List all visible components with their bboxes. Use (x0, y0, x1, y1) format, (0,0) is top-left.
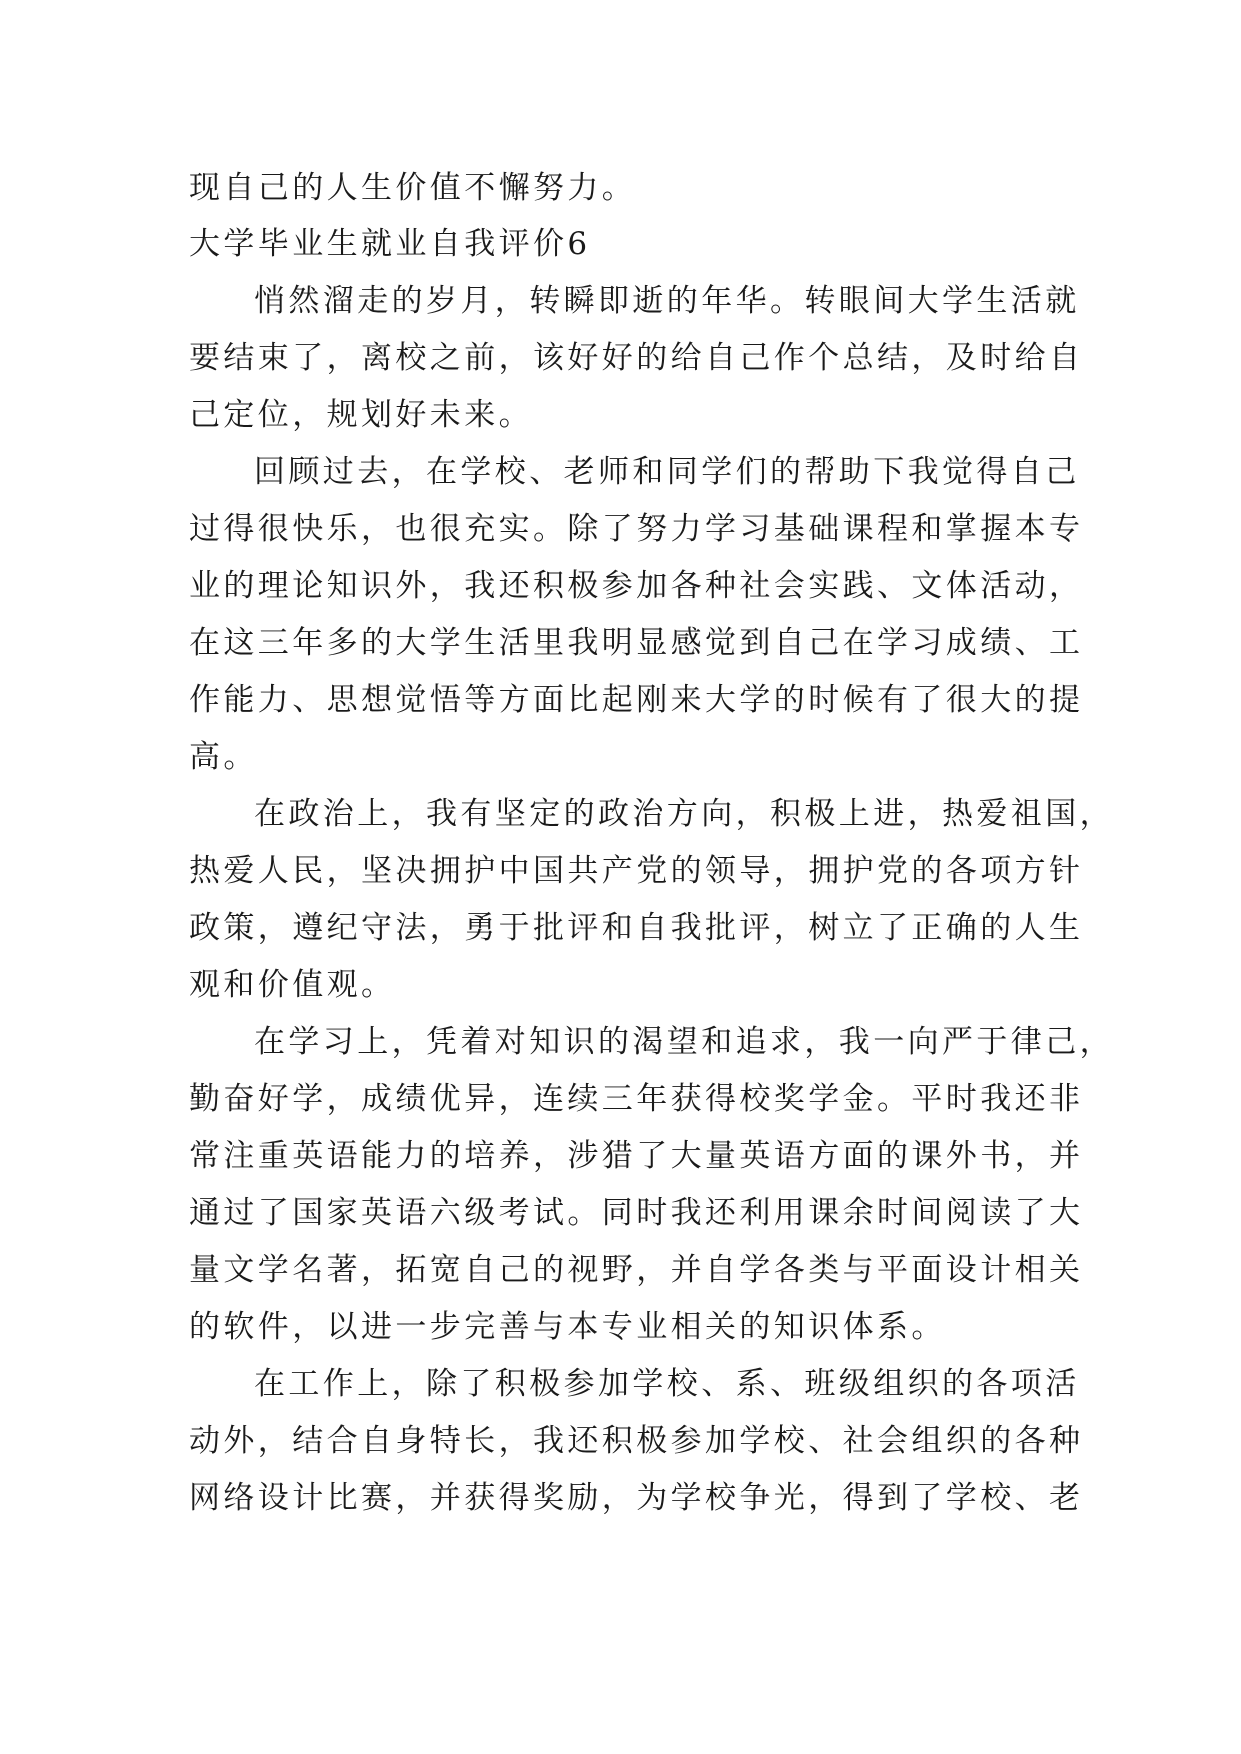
paragraph-first-line: 在学习上，凭着对知识的渴望和追求，我一向严于律己， (254, 1024, 1114, 1060)
text-line: 量文学名著，拓宽自己的视野，并自学各类与平面设计相关 (189, 1252, 1084, 1288)
text-line: 高。 (189, 739, 258, 775)
section-heading: 大学毕业生就业自我评价6 (189, 226, 591, 262)
text-line: 动外，结合自身特长，我还积极参加学校、社会组织的各种 (189, 1423, 1084, 1459)
text-line: 业的理论知识外，我还积极参加各种社会实践、文体活动， (189, 568, 1084, 604)
text-line: 勤奋好学，成绩优异，连续三年获得校奖学金。平时我还非 (189, 1081, 1084, 1117)
text-line: 的软件，以进一步完善与本专业相关的知识体系。 (189, 1309, 946, 1345)
text-line: 在这三年多的大学生活里我明显感觉到自己在学习成绩、工 (189, 625, 1084, 661)
text-line: 作能力、思想觉悟等方面比起刚来大学的时候有了很大的提 (189, 682, 1084, 718)
text-line: 要结束了，离校之前，该好好的给自己作个总结，及时给自 (189, 340, 1084, 376)
paragraph-first-line: 回顾过去，在学校、老师和同学们的帮助下我觉得自己 (254, 454, 1080, 490)
text-line: 现自己的人生价值不懈努力。 (189, 170, 637, 206)
text-line: 过得很快乐，也很充实。除了努力学习基础课程和掌握本专 (189, 511, 1084, 547)
text-line: 常注重英语能力的培养，涉猎了大量英语方面的课外书，并 (189, 1138, 1084, 1174)
text-line: 通过了国家英语六级考试。同时我还利用课余时间阅读了大 (189, 1195, 1084, 1231)
text-line: 热爱人民，坚决拥护中国共产党的领导，拥护党的各项方针 (189, 853, 1084, 889)
text-line: 网络设计比赛，并获得奖励，为学校争光，得到了学校、老 (189, 1480, 1084, 1516)
text-line: 己定位，规划好未来。 (189, 397, 533, 433)
paragraph-first-line: 在工作上，除了积极参加学校、系、班级组织的各项活 (254, 1366, 1080, 1402)
text-line: 观和价值观。 (189, 967, 396, 1003)
paragraph-first-line: 在政治上，我有坚定的政治方向，积极上进，热爱祖国， (254, 796, 1114, 832)
paragraph-first-line: 悄然溜走的岁月，转瞬即逝的年华。转眼间大学生活就 (254, 283, 1080, 319)
text-line: 政策，遵纪守法，勇于批评和自我批评，树立了正确的人生 (189, 910, 1084, 946)
